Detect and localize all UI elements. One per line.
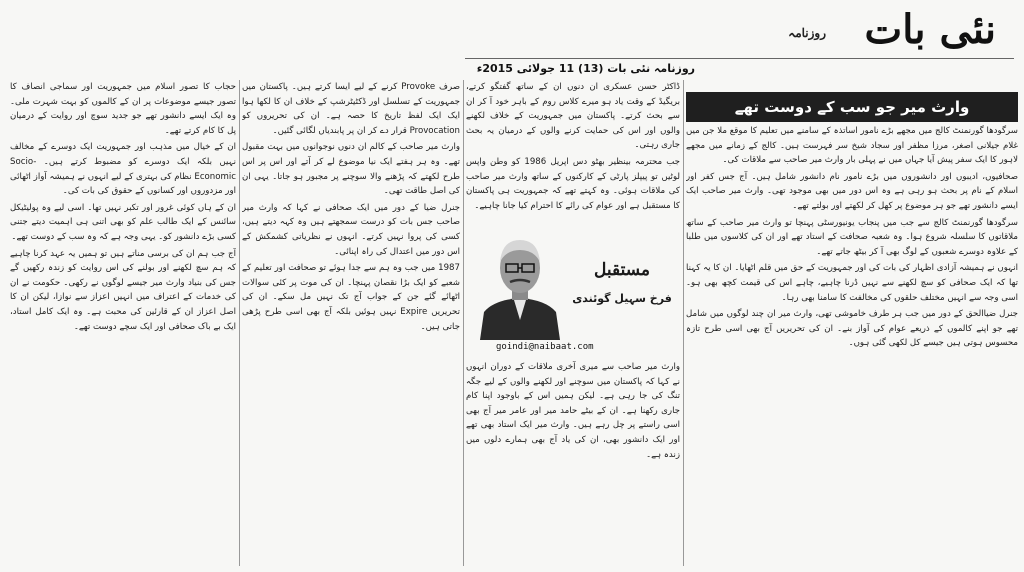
masthead-prefix: روزنامہ bbox=[788, 26, 826, 40]
columnist-box bbox=[466, 226, 680, 358]
article-column-3 bbox=[242, 80, 460, 568]
paragraph: جنرل ضیاالحق کے دور میں جب ہر طرف خاموشی تھی، وارث میر ان چند لوگوں میں شامل تھے جو اپنے کالموں کے ذریعے عوام کی آواز بنے۔ ان کی تحریریں آج بھی اسی طرح تازہ محسوس ہوتی ہیں جیسے کل لکھی گئی ہوں۔ bbox=[686, 309, 1018, 349]
paragraph: ان کے ہاں کوئی غرور اور تکبر نہیں تھا۔ اسی لیے وہ پولیٹیکل سائنس کے ایک طالب علم کو بھی اتنی ہی اہمیت دیتے جتنی کسی بڑے دانشور کو۔ یہی وجہ ہے کہ وہ سب کے دوست تھے۔ bbox=[10, 202, 236, 242]
columnist-email: goindi@naibaat.com bbox=[496, 342, 594, 352]
paragraph: آج جب ہم ان کی برسی مناتے ہیں تو ہمیں یہ عہد کرنا چاہیے کہ ہم سچ لکھنے اور بولنے کی اس روایت کو زندہ رکھیں گے جس کی بنیاد وارث میر جیسے لوگوں نے رکھی۔ حکومت نے ان کی خدمات کے اعتراف میں انہیں اعزاز سے نوازا، لیکن ان کا اصل اعزاز ان کے قارئین کی محبت ہے۔ وہ ایک کامل استاد، ایک بے باک صحافی اور ایک سچے دوست تھے۔ bbox=[10, 248, 236, 332]
paragraph: صرف Provoke کرنے کے لیے ایسا کرتے ہیں۔ پاکستان میں جمہوریت کے تسلسل اور ڈکٹیٹرشپ کے خلاف ان کا لکھا ہوا ایک ایک لفظ تاریخ کا حصہ ہے۔ ان کی تحریروں کو Provocation قرار دے کر ان پر پابندیاں لگائی گئیں۔ bbox=[242, 82, 460, 136]
article-column-2-bottom bbox=[466, 360, 680, 568]
article-column-1 bbox=[686, 124, 1018, 568]
paragraph: انہوں نے ہمیشہ آزادی اظہار کی بات کی اور جمہوریت کے حق میں قلم اٹھایا۔ ان کا یہ کہنا تھا کہ ایک صحافی کو سچ لکھنے سے نہیں ڈرنا چاہیے، چاہے اس کی قیمت کچھ بھی ہو۔ اسی وجہ سے انہیں مختلف حلقوں کی مخالفت کا سامنا بھی رہا۔ bbox=[686, 263, 1018, 303]
paragraph: حجاب کا تصور اسلام میں جمہوریت اور سماجی انصاف کا تصور جیسے موضوعات پر ان کے کالموں کو بہت شہرت ملی۔ وہ ایک ایسے دانشور تھے جو جدید سوچ اور روایت کے درمیان پل کا کام کرتے تھے۔ bbox=[10, 82, 236, 136]
paragraph: وارث میر صاحب سے میری آخری ملاقات کے دوران انہوں نے کہا کہ پاکستان میں سوچنے اور لکھنے والوں کے لیے جگہ تنگ کی جا رہی ہے۔ لیکن ہمیں اس کے باوجود اپنا کام جاری رکھنا ہے۔ ان کے بیٹے حامد میر اور عامر میر آج بھی اسی راستے پر چل رہے ہیں۔ وارث میر ایک استاد بھی تھے اور ایک دانشور بھی، ان کی یاد آج بھی ہمارے دلوں میں زندہ ہے۔ bbox=[466, 362, 680, 460]
paragraph: 1987 میں جب وہ ہم سے جدا ہوئے تو صحافت اور تعلیم کے شعبے کو ایک بڑا نقصان پہنچا۔ ان کی موت پر کئی سوالات اٹھائے گئے جن کے جواب آج تک نہیں مل سکے۔ ان کی تحریریں Expire نہیں ہوئیں بلکہ آج بھی اسی طرح پڑھی جاتی ہیں۔ bbox=[242, 263, 460, 332]
columnist-name: فرخ سہیل گوئندی bbox=[572, 292, 672, 305]
masthead bbox=[716, 4, 1016, 64]
paragraph: سرگودھا گورنمنٹ کالج میں مجھے بڑے نامور اساتذہ کے سامنے میں تعلیم کا موقع ملا جن میں غلام جیلانی اصغر، مرزا مظفر اور سجاد شیخ سر فہرست ہیں۔ کالج کے زمانے میں مجھے لاہور کا ایک سفر پیش آیا جہاں میں نے پہلی بار وارث میر صاحب سے ملاقات کی۔ bbox=[686, 126, 1018, 166]
article-column-4 bbox=[10, 80, 236, 568]
column-divider bbox=[683, 80, 684, 566]
article-column-2-top bbox=[466, 80, 680, 224]
paragraph: ان کے خیال میں مذہب اور جمہوریت ایک دوسرے کے مخالف نہیں بلکہ ایک دوسرے کو مضبوط کرتے ہیں۔ Socio-Economic نظام کی بہتری کے لیے انہوں نے ہمیشہ آواز اٹھائی اور مزدوروں اور کسانوں کے حقوق کی بات کی۔ bbox=[10, 142, 236, 197]
column-divider bbox=[239, 80, 240, 566]
paragraph: ڈاکٹر حسن عسکری ان دنوں ان کے ساتھ گفتگو کرتے، بریگیڈ کے وقت یاد ہو میرے کلاس روم کے باہر خود آ کر ان سے بحث کرتے۔ پاکستان میں جمہوریت کے خلاف لکھنے والوں اور اس کی حمایت کرنے والوں کے درمیان یہ بحث جاری رہتی۔ bbox=[466, 82, 680, 151]
paragraph: جنرل ضیا کے دور میں ایک صحافی نے کہا کہ وارث میر صاحب جس بات کو درست سمجھتے ہیں وہ کہہ دیتے ہیں، کسی کی پروا نہیں کرتے۔ انہوں نے نظریاتی کشمکش کے اس دور میں اعتدال کی راہ اپنائی۔ bbox=[242, 202, 460, 257]
top-rule bbox=[465, 58, 1014, 59]
paragraph: وارث میر صاحب کے کالم ان دنوں نوجوانوں میں بہت مقبول تھے۔ وہ ہر ہفتے ایک نیا موضوع لے کر آتے اور اس پر اس طرح لکھتے کہ پڑھنے والا سوچنے پر مجبور ہو جاتا۔ یہی ان کی اصل طاقت تھی۔ bbox=[242, 142, 460, 197]
article-headline: وارث میر جو سب کے دوست تھے bbox=[686, 92, 1018, 122]
column-divider bbox=[463, 80, 464, 566]
dateline: روزنامہ نئی بات (13) 11 جولائی 2015ء bbox=[476, 62, 695, 75]
column-series-logo: مستقبل bbox=[593, 260, 650, 280]
paragraph: جب محترمہ بینظیر بھٹو دس اپریل 1986 کو وطن واپس لوٹیں تو پیپلز پارٹی کے کارکنوں کے ساتھ وارث میر صاحب کی ملاقات ہوئی۔ وہ کہتے تھے کہ جمہوریت ہی پاکستان کا مستقبل ہے اور عوام کی رائے کا احترام کیا جانا چاہیے۔ bbox=[466, 156, 680, 211]
paragraph: صحافیوں، ادیبوں اور دانشوروں میں بڑے نامور نام دانشور شامل ہیں۔ آج جس کفر اور اسلام کے نام پر بحث ہو رہی ہے وہ اس دور میں بھی موجود تھی۔ وارث میر صاحب ایک ایسے دانشور تھے جو ہر موضوع پر کھل کر لکھتے اور بولتے تھے۔ bbox=[686, 171, 1018, 211]
columnist-portrait bbox=[474, 228, 566, 340]
paragraph: سرگودھا گورنمنٹ کالج سے جب میں پنجاب یونیورسٹی پہنچا تو وارث میر صاحب کے ساتھ ملاقاتوں کا سلسلہ شروع ہوا۔ وہ شعبہ صحافت کے استاد تھے اور ان کی کلاسوں میں طلبا کے علاوہ دوسرے شعبوں کے لوگ بھی آ کر بیٹھ جاتے تھے۔ bbox=[686, 217, 1018, 257]
newspaper-logo: نئی بات bbox=[864, 6, 996, 53]
